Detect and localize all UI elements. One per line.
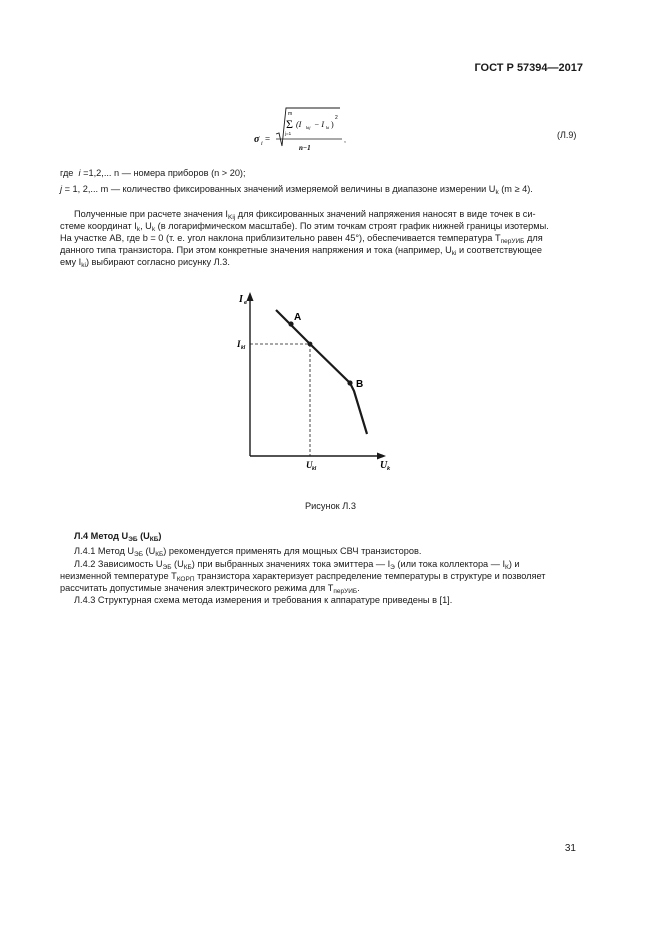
formula-denominator: n−1 <box>299 144 311 152</box>
point-intersection-marker <box>308 342 313 347</box>
formula-l9 <box>254 104 364 154</box>
point-b-marker <box>347 380 352 385</box>
svg-text:− I: − I <box>314 120 325 129</box>
svg-text:2: 2 <box>335 115 338 121</box>
formula-sum-bottom: j=1 <box>285 131 292 136</box>
x-axis-label: U <box>380 460 388 471</box>
svg-text:): ) <box>331 120 334 129</box>
figure-caption: Рисунок Л.3 <box>305 501 356 511</box>
section-paragraph-2-line-3: рассчитать допустимые значения электрического режима для $T_{перУИБ}$. <box>60 583 360 595</box>
svg-text:kI: kI <box>312 466 317 472</box>
formula-sigma-sub: i <box>261 141 263 147</box>
paragraph-line-2: стеме координат $I_k$, $U_k$ (в логарифмическом масштабе). По этим точкам строят график нижней границы изотермы. <box>60 221 549 233</box>
y-axis-label: I <box>239 294 243 305</box>
y-tick-label: I <box>237 339 241 349</box>
y-axis-arrow <box>247 292 254 301</box>
svg-text:kij: kij <box>306 125 311 130</box>
svg-text:Σ: Σ <box>286 117 293 131</box>
formula-sigma: σ <box>254 134 260 145</box>
paragraph-line-1: Полученные при расчете значения $I_{Kij}$ для фиксированных значений напряжения наносят в виде точек в си- <box>74 209 536 221</box>
isotherm-curve <box>276 310 367 434</box>
x-axis-arrow <box>377 453 386 460</box>
section-paragraph-3: Л.4.3 Структурная схема метода измерения и требования к аппаратуре приведены в [1]. <box>74 595 453 605</box>
point-a-label: A <box>294 312 302 323</box>
page-number: 31 <box>564 843 576 854</box>
svg-text:e: e <box>244 300 248 306</box>
svg-text:ki: ki <box>326 125 330 130</box>
section-paragraph-2-line-2: неизменной температуре $T_{КОРП}$ транзистора характеризует распределение температуры в структуре и позволяет <box>60 571 546 583</box>
definition-j: j = 1, 2,... m — количество фиксированных значений измеряемой величины в диапазоне измерении $U_k$ (m ≥ 4). <box>60 184 533 196</box>
point-b-label: B <box>356 379 364 390</box>
formula-sum-top: m <box>288 111 293 117</box>
section-title: Л.4 Метод $U_{ЭБ}$ $(U_{КБ})$ <box>74 531 162 543</box>
svg-text:k: k <box>387 466 391 472</box>
x-tick-label: U <box>306 460 313 470</box>
section-paragraph-1: Л.4.1 Метод $U_{ЭБ}$ $(U_{КБ})$ рекомендуется применять для мощных СВЧ транзисторов. <box>74 546 422 558</box>
paragraph-line-3: На участке АВ, где b = 0 (т. е. угол наклона приблизительно равен 45°), обеспечивается температура $T_{перУИБ}$ для <box>60 233 543 245</box>
document-header: ГОСТ Р 57394—2017 <box>474 62 583 74</box>
paragraph-line-5: ему $I_{ki}$) выбирают согласно рисунку Л.3. <box>60 257 230 269</box>
section-paragraph-2-line-1: Л.4.2 Зависимость $U_{ЭБ}$ $(U_{КБ})$ при выбранных значениях тока эмиттера — $I_Э$ (или тока коллектора — $I_К$) и <box>74 559 520 571</box>
svg-text:=: = <box>265 134 271 144</box>
paragraph-line-4: данного типа транзистора. При этом конкретные значения напряжения и тока (например, $U_{ki}$ и соответствующее <box>60 245 542 257</box>
formula-term: (I <box>296 120 302 129</box>
svg-text:,: , <box>344 137 346 144</box>
svg-text:kI: kI <box>241 345 246 351</box>
equation-number: (Л.9) <box>557 130 577 140</box>
figure-l3 <box>220 288 400 478</box>
point-a-marker <box>288 321 293 326</box>
definition-i: где i =1,2,... n — номера приборов (n > 20); <box>60 168 246 178</box>
